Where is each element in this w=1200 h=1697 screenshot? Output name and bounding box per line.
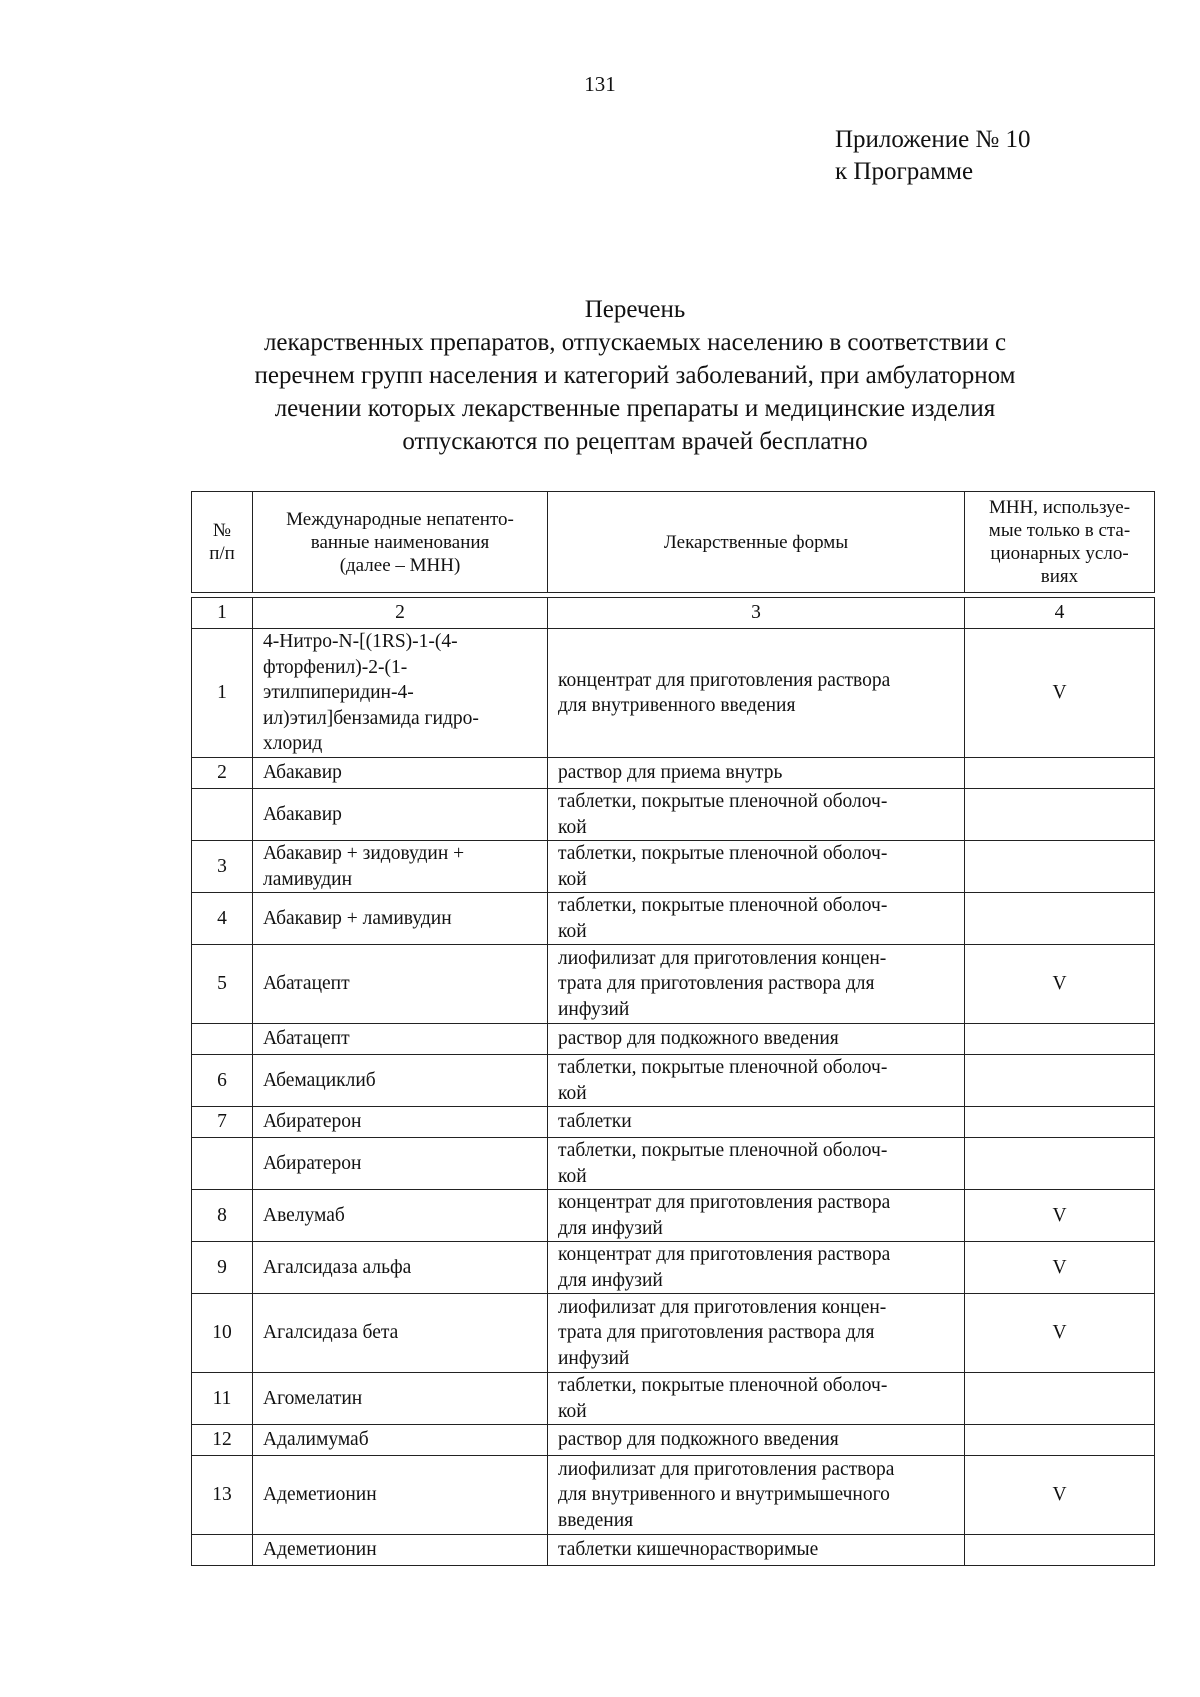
inpatient-only-mark xyxy=(965,1055,1155,1107)
document-title xyxy=(200,293,1070,458)
dosage-form-line: инфузий xyxy=(558,1347,630,1369)
row-number: 3 xyxy=(192,841,253,893)
inpatient-only-mark xyxy=(965,1425,1155,1456)
dosage-form-line: лиофилизат для приготовления раствора xyxy=(558,1458,895,1480)
table-row xyxy=(192,1425,1155,1456)
dosage-form-line: кой xyxy=(558,920,587,942)
title-line: перечнем групп населения и категорий заболеваний, при амбулаторном xyxy=(254,362,1016,389)
inn-name-line: Абатацепт xyxy=(263,973,350,995)
dosage-form xyxy=(548,1138,965,1190)
inn-name xyxy=(253,1055,548,1107)
header-line: Международные непатенто- xyxy=(286,508,514,530)
inn-name-line: Абакавир xyxy=(263,762,342,784)
header-line: № xyxy=(212,520,232,541)
header-number xyxy=(192,492,253,593)
table-row xyxy=(192,1055,1155,1107)
inn-name-line: Агалсидаза бета xyxy=(263,1322,399,1344)
row-number: 4 xyxy=(192,893,253,945)
inn-name-line: Абиратерон xyxy=(263,1111,362,1133)
table-row xyxy=(192,1373,1155,1425)
medications-table xyxy=(191,491,1155,1566)
inpatient-only-mark: V xyxy=(965,1294,1155,1373)
inn-name-line: Агомелатин xyxy=(263,1387,363,1409)
row-number: 12 xyxy=(192,1425,253,1456)
row-number: 11 xyxy=(192,1373,253,1425)
dosage-form xyxy=(548,1535,965,1566)
dosage-form-line: раствор для подкожного введения xyxy=(558,1028,839,1050)
inn-name xyxy=(253,789,548,841)
row-number: 7 xyxy=(192,1107,253,1138)
dosage-form xyxy=(548,629,965,758)
dosage-form xyxy=(548,1024,965,1055)
inn-name-line: 4-Нитро-N-[(1RS)-1-(4- xyxy=(263,631,458,653)
table-row xyxy=(192,893,1155,945)
dosage-form-line: кой xyxy=(558,1165,587,1187)
title-line: Перечень xyxy=(584,296,686,323)
table-body xyxy=(192,629,1155,1566)
row-number: 9 xyxy=(192,1242,253,1294)
row-number xyxy=(192,789,253,841)
inn-name xyxy=(253,1456,548,1535)
column-number-row xyxy=(192,598,1155,629)
title-line: лекарственных препаратов, отпускаемых населению в соответствии с xyxy=(263,329,1007,356)
table-row xyxy=(192,758,1155,789)
dosage-form-line: концентрат для приготовления раствора xyxy=(558,1192,891,1213)
dosage-form-line: кой xyxy=(558,868,587,890)
dosage-form-line: таблетки xyxy=(558,1111,632,1133)
dosage-form-line: для внутривенного введения xyxy=(558,695,796,716)
inn-name-line: ламивудин xyxy=(263,868,353,890)
inpatient-only-mark xyxy=(965,789,1155,841)
dosage-form-line: таблетки, покрытые пленочной оболоч- xyxy=(558,1140,888,1161)
inn-name-line: Агалсидаза альфа xyxy=(263,1256,412,1278)
inn-name xyxy=(253,758,548,789)
inn-name xyxy=(253,841,548,893)
inn-name-line: ил)этил]бензамида гидро- xyxy=(263,707,479,729)
appendix-line: к Программе xyxy=(835,158,974,185)
row-number xyxy=(192,1138,253,1190)
inpatient-only-mark xyxy=(965,1024,1155,1055)
dosage-form xyxy=(548,1107,965,1138)
table-row xyxy=(192,629,1155,758)
appendix-caption xyxy=(835,124,1031,188)
header-line: ванные наименования xyxy=(310,531,490,553)
dosage-form-line: раствор для приема внутрь xyxy=(558,762,783,784)
inn-name xyxy=(253,1294,548,1373)
inpatient-only-mark: V xyxy=(965,1456,1155,1535)
inn-name-line: этилпиперидин-4- xyxy=(263,682,414,704)
appendix-line: Приложение № 10 xyxy=(835,126,1031,153)
dosage-form-line: таблетки, покрытые пленочной оболоч- xyxy=(558,843,888,864)
table-row xyxy=(192,841,1155,893)
table-row xyxy=(192,789,1155,841)
dosage-form xyxy=(548,1190,965,1242)
inpatient-only-mark xyxy=(965,1107,1155,1138)
header-line: виях xyxy=(1040,566,1079,587)
header-line: ционарных усло- xyxy=(990,543,1129,564)
table-row xyxy=(192,1190,1155,1242)
header-dosage-forms xyxy=(548,492,965,593)
inn-name-line: Адеметионин xyxy=(263,1484,377,1506)
inn-name-line: хлорид xyxy=(263,733,323,755)
inpatient-only-mark xyxy=(965,841,1155,893)
inn-name xyxy=(253,945,548,1024)
dosage-form-line: трата для приготовления раствора для xyxy=(558,1322,875,1344)
inn-name-line: Абакавир + ламивудин xyxy=(263,907,452,929)
table-row xyxy=(192,1242,1155,1294)
header-line: п/п xyxy=(209,543,235,564)
dosage-form-line: концентрат для приготовления раствора xyxy=(558,1244,891,1265)
column-number: 1 xyxy=(192,598,253,629)
inpatient-only-mark xyxy=(965,1373,1155,1425)
dosage-form-line: кой xyxy=(558,1082,587,1104)
dosage-form-line: для инфузий xyxy=(558,1217,663,1239)
inpatient-only-mark: V xyxy=(965,1190,1155,1242)
inn-name xyxy=(253,1425,548,1456)
dosage-form xyxy=(548,758,965,789)
table-row xyxy=(192,1024,1155,1055)
header-line: (далее – МНН) xyxy=(339,554,461,576)
inn-name xyxy=(253,1024,548,1055)
table-row xyxy=(192,945,1155,1024)
inpatient-only-mark xyxy=(965,1535,1155,1566)
dosage-form-line: лиофилизат для приготовления концен- xyxy=(558,1296,887,1318)
inpatient-only-mark xyxy=(965,1138,1155,1190)
table-row xyxy=(192,1107,1155,1138)
column-number: 2 xyxy=(253,598,548,629)
table-row xyxy=(192,1456,1155,1535)
inpatient-only-mark xyxy=(965,893,1155,945)
dosage-form xyxy=(548,1242,965,1294)
column-number: 4 xyxy=(965,598,1155,629)
dosage-form-line: кой xyxy=(558,1400,587,1422)
dosage-form-line: таблетки кишечнорастворимые xyxy=(558,1539,819,1561)
row-number: 5 xyxy=(192,945,253,1024)
inn-name-line: Абатацепт xyxy=(263,1028,350,1050)
table-row xyxy=(192,1535,1155,1566)
inn-name xyxy=(253,1535,548,1566)
row-number xyxy=(192,1535,253,1566)
dosage-form-line: раствор для подкожного введения xyxy=(558,1429,839,1451)
row-number: 1 xyxy=(192,629,253,758)
dosage-form-line: кой xyxy=(558,816,587,838)
dosage-form-line: введения xyxy=(558,1509,634,1531)
page-number: 131 xyxy=(584,72,616,96)
dosage-form xyxy=(548,893,965,945)
dosage-form xyxy=(548,841,965,893)
inpatient-only-mark xyxy=(965,758,1155,789)
row-number: 8 xyxy=(192,1190,253,1242)
table-header-row xyxy=(192,492,1155,593)
inn-name-line: Абемациклиб xyxy=(263,1069,376,1091)
dosage-form xyxy=(548,1294,965,1373)
title-line: лечении которых лекарственные препараты и медицинские изделия xyxy=(274,395,996,422)
dosage-form-line: трата для приготовления раствора для xyxy=(558,973,875,995)
dosage-form-line: концентрат для приготовления раствора xyxy=(558,669,891,691)
row-number: 10 xyxy=(192,1294,253,1373)
column-number: 3 xyxy=(548,598,965,629)
inpatient-only-mark: V xyxy=(965,945,1155,1024)
dosage-form-line: для внутривенного и внутримышечного xyxy=(558,1484,890,1506)
inn-name-line: Абиратерон xyxy=(263,1152,362,1174)
row-number xyxy=(192,1024,253,1055)
inn-name-line: фторфенил)-2-(1- xyxy=(263,656,408,678)
inn-name xyxy=(253,1190,548,1242)
dosage-form xyxy=(548,1373,965,1425)
header-inn xyxy=(253,492,548,593)
inpatient-only-mark: V xyxy=(965,629,1155,758)
header-line: мые только в ста- xyxy=(988,520,1131,541)
row-number: 2 xyxy=(192,758,253,789)
table-row xyxy=(192,1294,1155,1373)
inn-name xyxy=(253,1107,548,1138)
inn-name-line: Абакавир + зидовудин + xyxy=(263,843,465,864)
row-number: 13 xyxy=(192,1456,253,1535)
inn-name xyxy=(253,1373,548,1425)
dosage-form-line: таблетки, покрытые пленочной оболоч- xyxy=(558,895,888,916)
inn-name-line: Адалимумаб xyxy=(263,1429,369,1451)
dosage-form xyxy=(548,1055,965,1107)
inn-name xyxy=(253,893,548,945)
header-line: МНН, используе- xyxy=(988,497,1131,518)
dosage-form-line: таблетки, покрытые пленочной оболоч- xyxy=(558,1057,888,1078)
inn-name-line: Адеметионин xyxy=(263,1539,377,1561)
dosage-form-line: лиофилизат для приготовления концен- xyxy=(558,947,887,969)
dosage-form xyxy=(548,1425,965,1456)
dosage-form-line: для инфузий xyxy=(558,1269,663,1291)
inn-name-line: Абакавир xyxy=(263,803,342,825)
dosage-form-line: таблетки, покрытые пленочной оболоч- xyxy=(558,1375,888,1396)
dosage-form xyxy=(548,1456,965,1535)
dosage-form-line: таблетки, покрытые пленочной оболоч- xyxy=(558,791,888,812)
inn-name xyxy=(253,1242,548,1294)
inpatient-only-mark: V xyxy=(965,1242,1155,1294)
header-line: Лекарственные формы xyxy=(663,531,849,553)
title-line: отпускаются по рецептам врачей бесплатно xyxy=(402,428,868,455)
dosage-form-line: инфузий xyxy=(558,998,630,1020)
dosage-form xyxy=(548,945,965,1024)
dosage-form xyxy=(548,789,965,841)
header-inpatient-only xyxy=(965,492,1155,593)
inn-name xyxy=(253,629,548,758)
inn-name xyxy=(253,1138,548,1190)
table-row xyxy=(192,1138,1155,1190)
inn-name-line: Авелумаб xyxy=(263,1204,345,1226)
row-number: 6 xyxy=(192,1055,253,1107)
